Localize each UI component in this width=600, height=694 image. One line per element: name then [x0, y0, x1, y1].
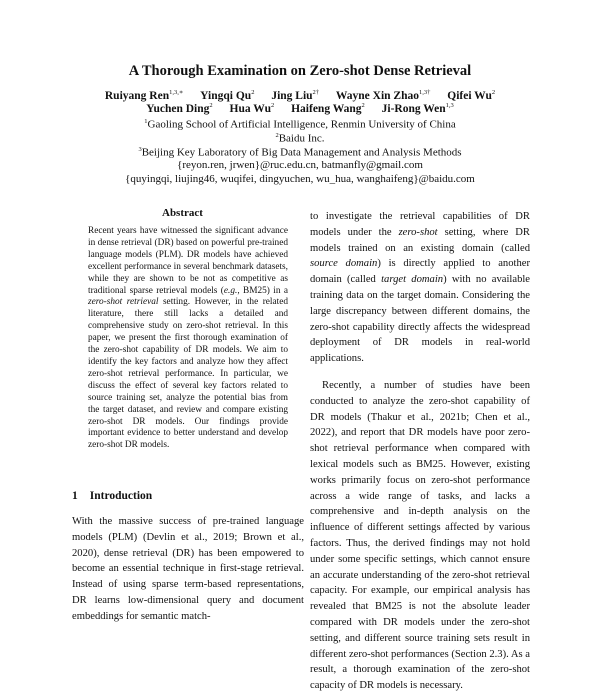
author: Jing Liu$^{2\dagger}$ [271, 89, 320, 102]
affiliation: $^2$Baidu Inc. [275, 132, 325, 145]
author: Ruiyang Ren$^{1,3,∗}$ [104, 89, 184, 102]
author: Yuchen Ding$^2$ [146, 102, 213, 115]
email-line: {quyingqi, liujing46, wuqifei, dingyuchen, wu_hua, wanghaifeng}@baidu.com [125, 173, 475, 185]
author: Wayne Xin Zhao$^{1,3\dagger}$ [335, 89, 431, 102]
affiliation: $^1$Gaoling School of Artificial Intelligence, Renmin University of China [144, 118, 456, 131]
author: Qifei Wu$^2$ [447, 89, 496, 102]
author: Ji-Rong Wen$^{1,3}$ [381, 102, 454, 115]
section-heading: 1 Introduction [72, 490, 153, 502]
affiliation: $^3$Beijing Key Laboratory of Big Data Management and Analysis Methods [138, 146, 462, 159]
paper-title: A Thorough Examination on Zero-shot Dense Retrieval [128, 63, 472, 79]
author: Yingqi Qu$^2$ [200, 89, 255, 102]
abstract-heading: Abstract [162, 207, 203, 219]
abstract-body: Recent years have witnessed the significant advance in dense retrieval (DR) based on powerful pre-trained language models (PLM). DR models have achieved excellent performance in several benchmark datasets, while they are shown to be not as competitive as traditional sparse retrieval models (e.g., BM25) in a zero-shot retrieval setting. However, in the related literature, there still lacks a detailed and comprehensive study on zero-shot retrieval. In this paper, we present the first thorough examination of the zero-shot capability of DR models. We aim to identify the key factors and analyze how they affect zero-shot retrieval performance. In particular, we discuss the effect of several key factors related to source training set, analyze the potential bias from the target dataset, and review and compare existing zero-shot DR models. Our findings provide important evidence to better understand and develop zero-shot DR models. [88, 226, 288, 451]
body-paragraph: to investigate the retrieval capabilities of DR models under the zero-shot setting, where DR models trained on an existing domain (called source domain) is directly applied to another domain (called target domain) with no available training data on the target domain. Considering the large discrepancy between different domains, the zero-shot capability directly affects the widespread deployment of DR models in real-world applications. [310, 211, 531, 365]
author: Hua Wu$^2$ [229, 102, 275, 115]
intro-paragraph: With the massive success of pre-trained language models (PLM) (Devlin et al., 2019; Brown et al., 2020), dense retrieval (DR) has been empowered to become an essential technique in first-stage retrieval. Instead of using sparse term-based representations, DR learns low-dimensional query and document embeddings for semantic match- [72, 516, 304, 622]
author-list-line-2 [0, 102, 600, 115]
email-line: {reyon.ren, jrwen}@ruc.edu.cn, batmanfly@gmail.com [177, 159, 423, 171]
author: Haifeng Wang$^2$ [291, 102, 365, 115]
right-column [310, 209, 530, 694]
body-paragraph: Recently, a number of studies have been conducted to analyze the zero-shot capability of DR models (Thakur et al., 2021b; Chen et al., 2022), and report that DR models have poor zero-shot retrieval performance when compared with lexical models such as BM25. However, existing works primarily focus on zero-shot performance across a wide range of tasks, and lacks a comprehensive and in-depth analysis on the influence of different settings affected by various factors. Thus, the derived findings may not hold under some specific settings, which cannot ensure an accurate understanding of the zero-shot retrieval capacity. For example, our empirical analysis has revealed that BM25 is not the absolute leader compared with DR models under the zero-shot setting, and different source training sets result in different zero-shot performances (Section 2.3). As a result, a thorough examination of the zero-shot capacity of DR models is necessary. [310, 379, 530, 692]
author-list-line-1 [0, 88, 600, 102]
